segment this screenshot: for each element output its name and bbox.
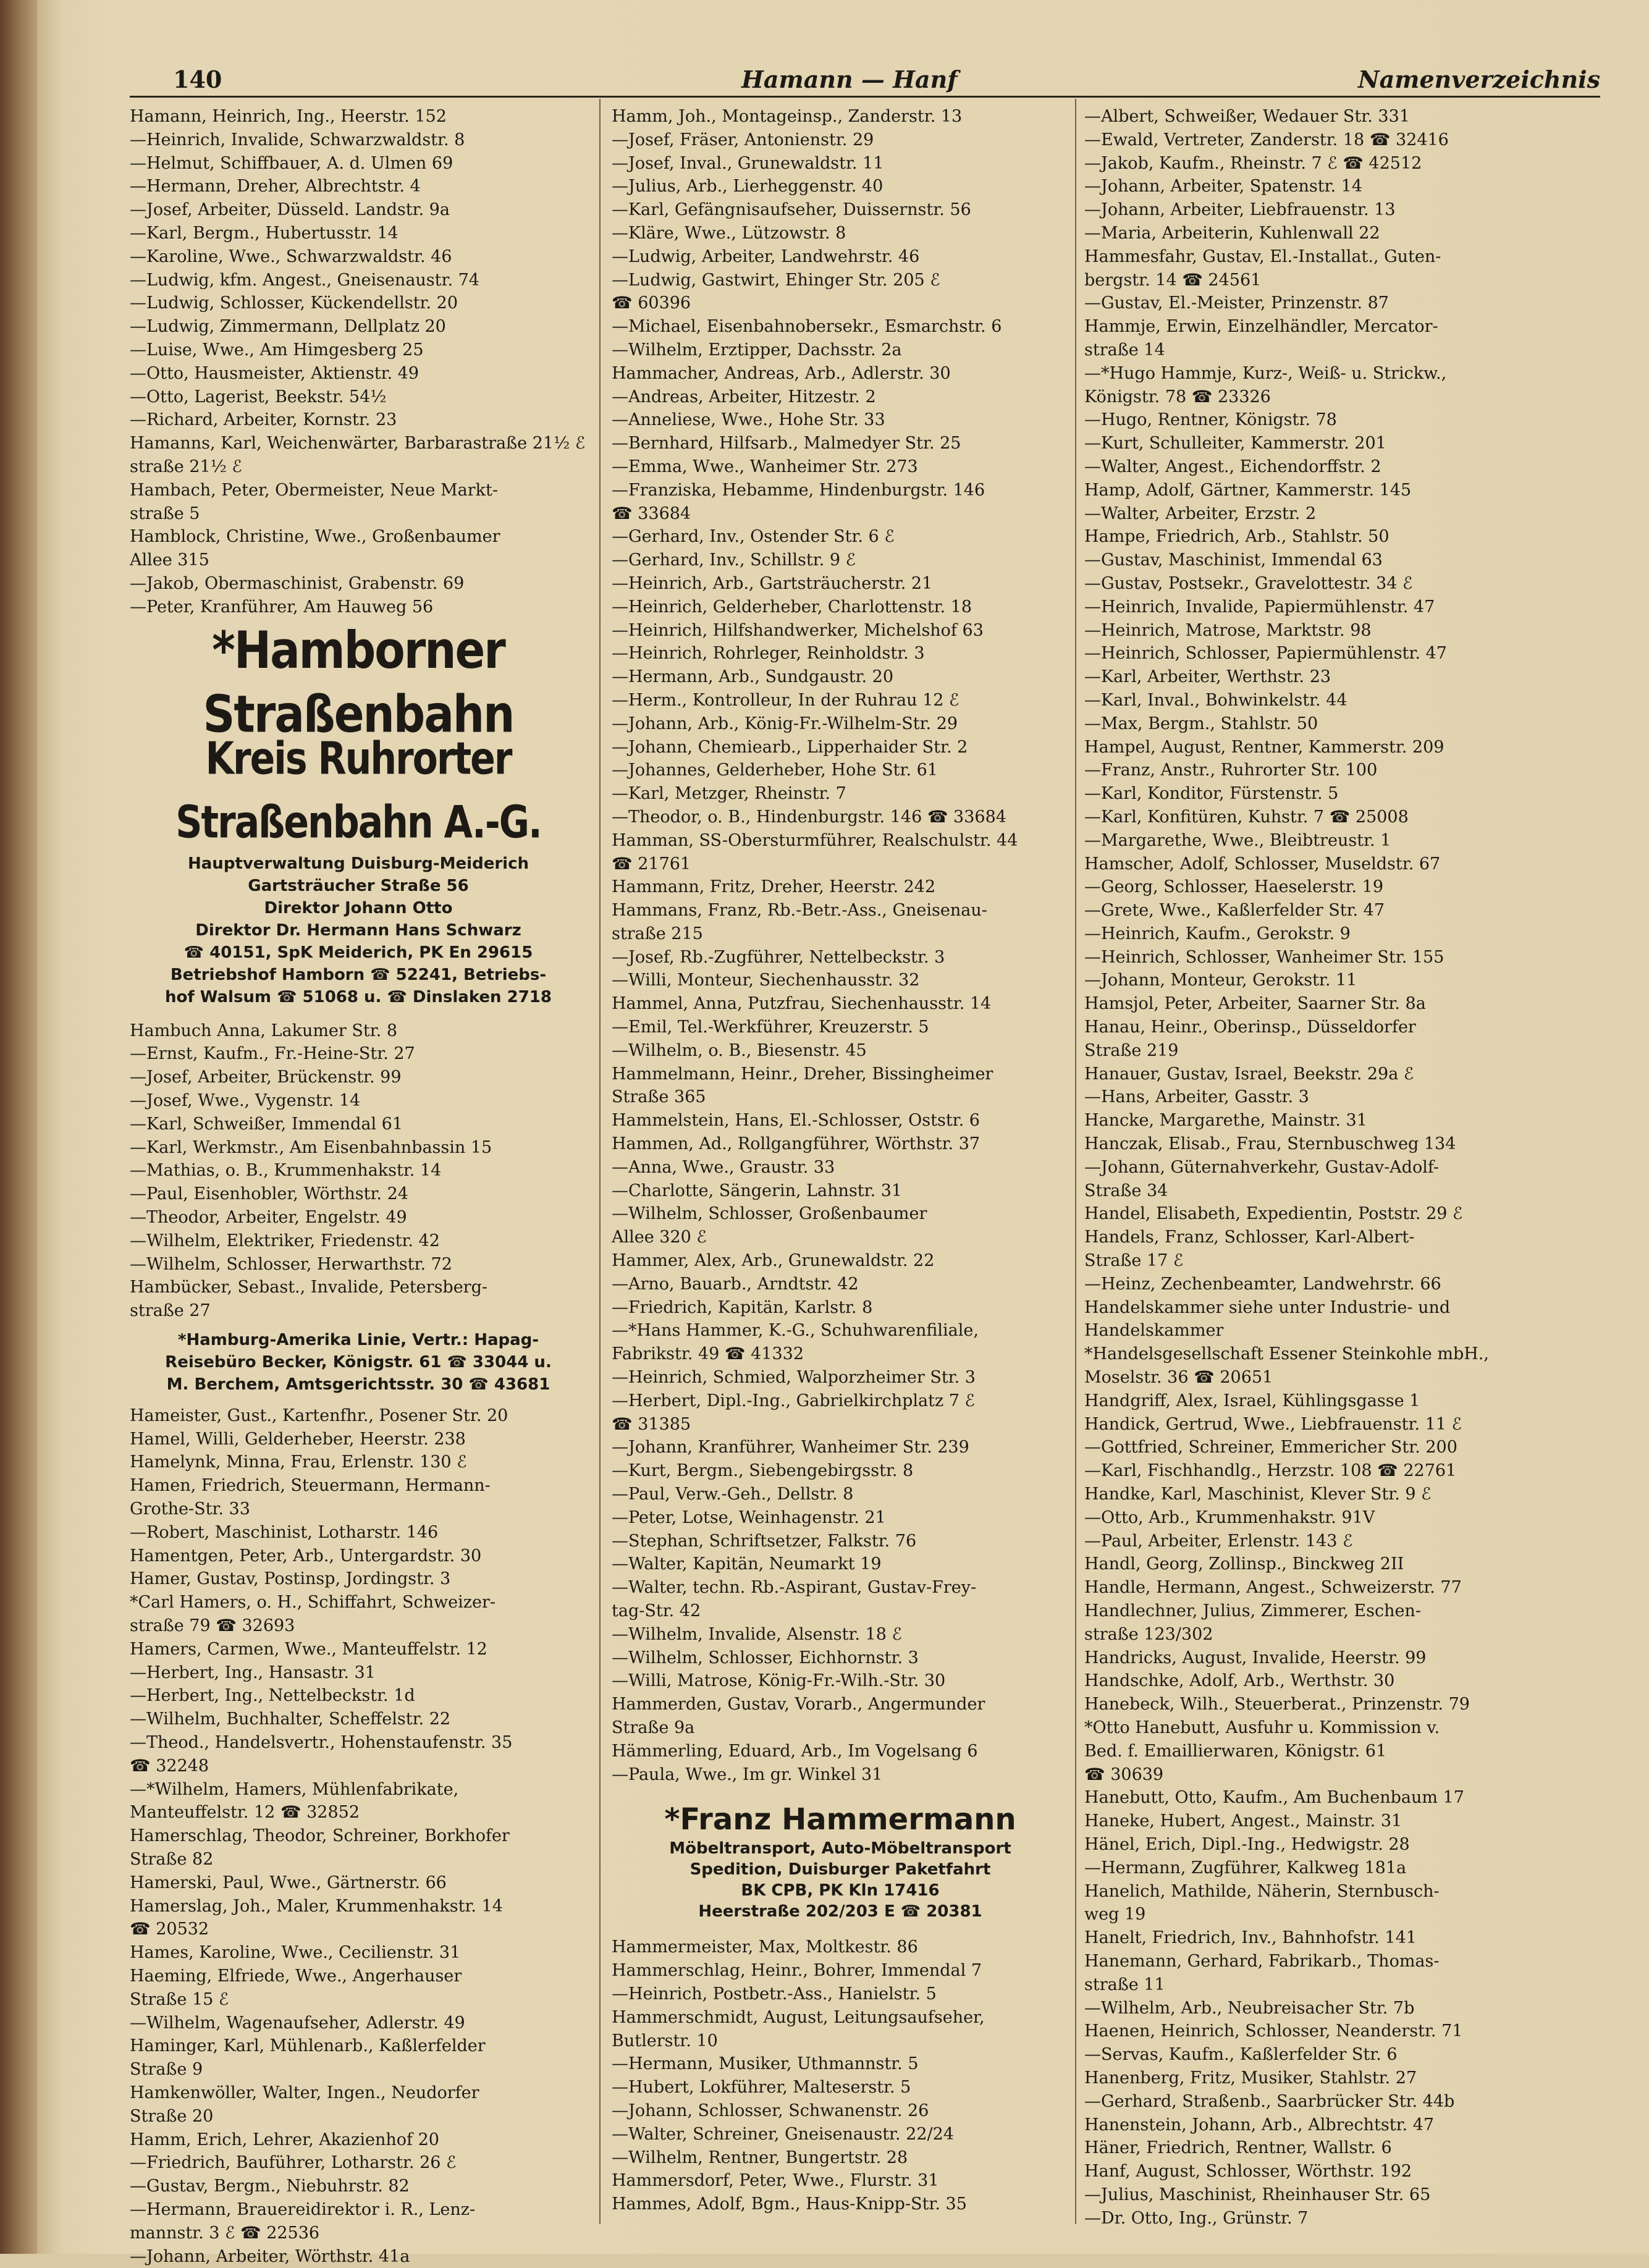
entry-list xyxy=(612,105,1069,1786)
directory-entry: Hammersdorf, Peter, Wwe., Flurstr. 31 xyxy=(612,2171,939,2191)
directory-entry: —Otto, Hausmeister, Aktienstr. 49 xyxy=(130,363,420,383)
directory-entry: Handricks, August, Invalide, Heerstr. 99 xyxy=(1084,1648,1427,1667)
directory-entry: —Kläre, Wwe., Lützowstr. 8 xyxy=(612,223,846,243)
directory-entry: —*Hugo Hammje, Kurz-, Weiß- u. Strickw., xyxy=(1084,363,1447,383)
directory-entry: Manteuffelstr. 12 ☎ 32852 xyxy=(130,1803,360,1823)
directory-entry: Straße 17 ℰ xyxy=(1084,1251,1184,1271)
directory-entry: —Gerhard, Inv., Schillstr. 9 ℰ xyxy=(612,550,856,570)
directory-entry: —Josef, Inval., Grunewaldstr. 11 xyxy=(612,153,884,173)
directory-entry: —Willi, Monteur, Siechenhausstr. 32 xyxy=(612,971,920,990)
entry-list xyxy=(1084,105,1600,2230)
directory-entry: Straße 20 xyxy=(130,2106,214,2126)
directory-entry: —Heinrich, Invalide, Papiermühlenstr. 47 xyxy=(1084,597,1435,617)
directory-entry: Hamel, Willi, Gelderheber, Heerstr. 238 xyxy=(130,1429,466,1449)
directory-entry: —Karl, Schweißer, Immendal 61 xyxy=(130,1114,403,1134)
directory-entry: —Helmut, Schiffbauer, A. d. Ulmen 69 xyxy=(130,153,453,173)
directory-entry: Straße 9 xyxy=(130,2060,203,2080)
entry-list xyxy=(130,105,587,619)
directory-entry: Hamm, Erich, Lehrer, Akazienhof 20 xyxy=(130,2130,439,2149)
directory-entry: —Wilhelm, o. B., Biesenstr. 45 xyxy=(612,1040,867,1060)
directory-entry: —Josef, Rb.-Zugführer, Nettelbeckstr. 3 xyxy=(612,947,945,967)
directory-entry: Hanczak, Elisab., Frau, Sternbuschweg 134 xyxy=(1084,1134,1456,1154)
directory-entry: straße 27 xyxy=(130,1301,211,1321)
column-3 xyxy=(1084,105,1600,2230)
directory-entry: —Gustav, El.-Meister, Prinzenstr. 87 xyxy=(1084,293,1389,313)
directory-entry: Hamentgen, Peter, Arb., Untergardstr. 30 xyxy=(130,1546,482,1566)
directory-entry: —Gustav, Bergm., Niebuhrstr. 82 xyxy=(130,2177,410,2196)
directory-entry: Hammelstein, Hans, El.-Schlosser, Oststr. 6 xyxy=(612,1111,980,1131)
ad-line: Spedition, Duisburger Paketfahrt xyxy=(690,1860,991,1879)
directory-entry: —Anna, Wwe., Graustr. 33 xyxy=(612,1157,835,1177)
directory-entry: —Gerhard, Straßenb., Saarbrücker Str. 44b xyxy=(1084,2091,1455,2111)
directory-entry: —Mathias, o. B., Krummenhakstr. 14 xyxy=(130,1161,442,1181)
directory-entry: —Walter, Arbeiter, Erzstr. 2 xyxy=(1084,504,1317,523)
directory-entry: —Hans, Arbeiter, Gasstr. 3 xyxy=(1084,1087,1309,1107)
directory-entry: —Walter, Kapitän, Neumarkt 19 xyxy=(612,1554,882,1574)
directory-entry: —Heinrich, Kaufm., Gerokstr. 9 xyxy=(1084,924,1351,943)
directory-entry: —Emil, Tel.-Werkführer, Kreuzerstr. 5 xyxy=(612,1018,929,1037)
ad-line: BK CPB, PK Kln 17416 xyxy=(741,1881,940,1900)
directory-entry: —Theodor, Arbeiter, Engelstr. 49 xyxy=(130,1207,407,1227)
directory-entry: —Heinrich, Hilfshandwerker, Michelshof 63 xyxy=(612,620,984,640)
ad-line: Direktor Dr. Hermann Hans Schwarz xyxy=(195,921,521,940)
directory-entry: Handlechner, Julius, Zimmerer, Eschen- xyxy=(1084,1601,1421,1621)
directory-entry: Hammerden, Gustav, Vorarb., Angermunder xyxy=(612,1695,985,1714)
directory-entry: —Wilhelm, Schlosser, Großenbaumer xyxy=(612,1204,927,1224)
directory-entry: Moselstr. 36 ☎ 20651 xyxy=(1084,1368,1273,1388)
directory-entry: —Heinrich, Matrose, Marktstr. 98 xyxy=(1084,620,1372,640)
directory-entry: Handick, Gertrud, Wwe., Liebfrauenstr. 11 ℰ xyxy=(1084,1414,1462,1434)
directory-entry: Hambach, Peter, Obermeister, Neue Markt- xyxy=(130,480,499,500)
directory-entry: Grothe-Str. 33 xyxy=(130,1499,250,1519)
directory-entry: —Albert, Schweißer, Wedauer Str. 331 xyxy=(1084,107,1410,126)
directory-entry: Hanauer, Gustav, Israel, Beekstr. 29a ℰ xyxy=(1084,1064,1414,1084)
directory-entry: —Ludwig, Schlosser, Kückendellstr. 20 xyxy=(130,293,458,313)
column-2 xyxy=(612,105,1069,2230)
directory-entry: Hammes, Adolf, Bgm., Haus-Knipp-Str. 35 xyxy=(612,2194,967,2214)
directory-entry: —Max, Bergm., Stahlstr. 50 xyxy=(1084,714,1318,733)
directory-entry: Allee 315 xyxy=(130,550,209,570)
directory-entry: —*Wilhelm, Hamers, Mühlenfabrikate, xyxy=(130,1779,459,1799)
directory-entry: Hänel, Erich, Dipl.-Ing., Hedwigstr. 28 xyxy=(1084,1834,1410,1854)
directory-entry: Hanebeck, Wilh., Steuerberat., Prinzenstr. 79 xyxy=(1084,1695,1470,1714)
directory-entry: —Ludwig, Zimmermann, Dellplatz 20 xyxy=(130,317,446,337)
directory-entry: Hammer, Alex, Arb., Grunewaldstr. 22 xyxy=(612,1251,935,1271)
directory-entry: —Franz, Anstr., Ruhrorter Str. 100 xyxy=(1084,761,1378,780)
directory-entry: Hanebutt, Otto, Kaufm., Am Buchenbaum 17 xyxy=(1084,1788,1464,1808)
directory-entry: —Heinz, Zechenbeamter, Landwehrstr. 66 xyxy=(1084,1274,1441,1294)
directory-entry: —Wilhelm, Elektriker, Friedenstr. 42 xyxy=(130,1231,440,1250)
directory-entry: —Bernhard, Hilfsarb., Malmedyer Str. 25 xyxy=(612,434,961,453)
directory-entry: —Gustav, Postsekr., Gravelottestr. 34 ℰ xyxy=(1084,573,1413,593)
directory-entry: Hampe, Friedrich, Arb., Stahlstr. 50 xyxy=(1084,527,1390,547)
directory-entry: Hammans, Franz, Rb.-Betr.-Ass., Gneisenau- xyxy=(612,901,987,921)
directory-entry: Hammacher, Andreas, Arb., Adlerstr. 30 xyxy=(612,363,951,383)
directory-entry: —Andreas, Arbeiter, Hitzestr. 2 xyxy=(612,387,876,407)
directory-entry: —Anneliese, Wwe., Hohe Str. 33 xyxy=(612,410,885,430)
ad-headline: *Hamborner Straßenbahn xyxy=(203,620,514,744)
directory-entry: Handelskammer xyxy=(1084,1321,1224,1341)
ad-line: Direktor Johann Otto xyxy=(264,898,453,917)
directory-entry: —Georg, Schlosser, Haeselerstr. 19 xyxy=(1084,877,1383,897)
directory-entry: Hamerski, Paul, Wwe., Gärtnerstr. 66 xyxy=(130,1873,447,1892)
directory-entry: —Hermann, Brauereidirektor i. R., Lenz- xyxy=(130,2199,476,2219)
directory-entry: Handschke, Adolf, Arb., Werthstr. 30 xyxy=(1084,1671,1395,1691)
directory-entry: —Karl, Fischhandlg., Herzstr. 108 ☎ 22761 xyxy=(1084,1461,1457,1481)
directory-entry: —Hermann, Musiker, Uthmannstr. 5 xyxy=(612,2054,919,2074)
directory-entry: —Karl, Gefängnisaufseher, Duissernstr. 56 xyxy=(612,200,971,220)
directory-entry: —Michael, Eisenbahnobersekr., Esmarchstr. 6 xyxy=(612,317,1002,337)
directory-entry: —Herbert, Ing., Hansastr. 31 xyxy=(130,1663,376,1682)
directory-entry: Hammje, Erwin, Einzelhändler, Mercator- xyxy=(1084,317,1438,337)
directory-entry: Hamanns, Karl, Weichenwärter, Barbarastraße 21½ ℰ xyxy=(130,434,586,453)
directory-entry: —Karoline, Wwe., Schwarzwaldstr. 46 xyxy=(130,247,452,266)
directory-entry: —Richard, Arbeiter, Kornstr. 23 xyxy=(130,410,397,430)
directory-entry: Fabrikstr. 49 ☎ 41332 xyxy=(612,1344,804,1364)
directory-entry: —*Hans Hammer, K.-G., Schuhwarenfiliale, xyxy=(612,1321,979,1341)
directory-entry: —Theod., Handelsvertr., Hohenstaufenstr. 35 xyxy=(130,1733,513,1753)
directory-entry: —Johann, Monteur, Gerokstr. 11 xyxy=(1084,971,1357,990)
directory-entry: ☎ 30639 xyxy=(1084,1764,1164,1784)
directory-entry: —Servas, Kaufm., Kaßlerfelder Str. 6 xyxy=(1084,2045,1398,2065)
directory-entry: —Wilhelm, Schlosser, Herwarthstr. 72 xyxy=(130,1254,452,1274)
directory-entry: —Heinrich, Schmied, Walporzheimer Str. 3 xyxy=(612,1368,976,1388)
ad-headline: *Franz Hammermann xyxy=(664,1802,1016,1837)
directory-entry: —Paul, Verw.-Geh., Dellstr. 8 xyxy=(612,1485,854,1504)
directory-entry: —Josef, Arbeiter, Brückenstr. 99 xyxy=(130,1068,402,1087)
directory-entry: Handgriff, Alex, Israel, Kühlingsgasse 1 xyxy=(1084,1391,1420,1410)
directory-entry: —Johannes, Gelderheber, Hohe Str. 61 xyxy=(612,761,938,780)
directory-entry: —Paula, Wwe., Im gr. Winkel 31 xyxy=(612,1764,883,1784)
column-1 xyxy=(130,105,587,2266)
ad-line: *Hamburg-Amerika Linie, Vertr.: Hapag- xyxy=(177,1330,539,1349)
directory-entry: —Grete, Wwe., Kaßlerfelder Str. 47 xyxy=(1084,901,1385,921)
ad-line: Reisebüro Becker, Königstr. 61 ☎ 33044 u. xyxy=(165,1352,552,1372)
directory-entry: —Heinrich, Rohrleger, Reinholdstr. 3 xyxy=(612,644,925,664)
directory-entry: —Dr. Otto, Ing., Grünstr. 7 xyxy=(1084,2208,1309,2228)
column-divider xyxy=(599,99,601,2224)
ad-line: hof Walsum ☎ 51068 u. ☎ Dinslaken 2718 xyxy=(165,987,552,1006)
directory-entry: —Ludwig, Gastwirt, Ehinger Str. 205 ℰ xyxy=(612,270,940,290)
directory-entry: —Josef, Fräser, Antonienstr. 29 xyxy=(612,130,874,150)
directory-entry: Hämmerling, Eduard, Arb., Im Vogelsang 6 xyxy=(612,1741,978,1761)
directory-entry: —Arno, Bauarb., Arndtstr. 42 xyxy=(612,1274,859,1294)
directory-entry: —Heinrich, Gelderheber, Charlottenstr. 18 xyxy=(612,597,972,617)
directory-entry: —Johann, Arbeiter, Liebfrauenstr. 13 xyxy=(1084,200,1396,220)
directory-entry: Hamm, Joh., Montageinsp., Zanderstr. 13 xyxy=(612,107,963,126)
directory-entry: —Jakob, Kaufm., Rheinstr. 7 ℰ ☎ 42512 xyxy=(1084,153,1422,173)
directory-entry: straße 11 xyxy=(1084,1975,1165,1994)
directory-entry: Hamers, Carmen, Wwe., Manteuffelstr. 12 xyxy=(130,1639,487,1659)
directory-entry: —Gustav, Maschinist, Immendal 63 xyxy=(1084,550,1383,570)
directory-entry: —Johann, Güternahverkehr, Gustav-Adolf- xyxy=(1084,1157,1440,1177)
directory-entry: Hammerschmidt, August, Leitungsaufseher, xyxy=(612,2007,985,2027)
directory-entry: —Friedrich, Bauführer, Lotharstr. 26 ℰ xyxy=(130,2153,457,2173)
directory-entry: ☎ 20532 xyxy=(130,1920,209,1939)
directory-entry: —Hugo, Rentner, Königstr. 78 xyxy=(1084,410,1337,430)
directory-entry: ☎ 21761 xyxy=(612,854,691,874)
directory-entry: —Margarethe, Wwe., Bleibtreustr. 1 xyxy=(1084,830,1391,850)
directory-entry: —Paul, Eisenhobler, Wörthstr. 24 xyxy=(130,1184,408,1204)
directory-entry: —Charlotte, Sängerin, Lahnstr. 31 xyxy=(612,1181,903,1200)
entry-list xyxy=(130,1019,587,1323)
directory-entry: Hammen, Ad., Rollgangführer, Wörthstr. 37 xyxy=(612,1134,981,1154)
directory-entry: Hames, Karoline, Wwe., Cecilienstr. 31 xyxy=(130,1943,461,1963)
directory-entry: Hammermeister, Max, Moltkestr. 86 xyxy=(612,1937,918,1957)
directory-entry: Hamp, Adolf, Gärtner, Kammerstr. 145 xyxy=(1084,480,1412,500)
directory-entry: —Paul, Arbeiter, Erlenstr. 143 ℰ xyxy=(1084,1531,1353,1551)
hamborner-strassenbahn-ad xyxy=(130,620,587,1008)
page-number: 140 xyxy=(173,65,222,93)
ad-line: Möbeltransport, Auto-Möbeltransport xyxy=(669,1839,1011,1858)
directory-entry: Hanemann, Gerhard, Fabrikarb., Thomas- xyxy=(1084,1951,1440,1971)
directory-entry: —Karl, Werkmstr., Am Eisenbahnbassin 15 xyxy=(130,1137,492,1157)
directory-entry: Hamblock, Christine, Wwe., Großenbaumer xyxy=(130,527,500,547)
directory-entry: —Ludwig, kfm. Angest., Gneisenaustr. 74 xyxy=(130,270,479,290)
directory-entry: —Hermann, Arb., Sundgaustr. 20 xyxy=(612,667,894,687)
directory-entry: —Heinrich, Postbetr.-Ass., Hanielstr. 5 xyxy=(612,1984,937,2004)
column-divider xyxy=(1075,99,1076,2224)
ad-line: Gartsträucher Straße 56 xyxy=(248,876,469,895)
directory-entry: —Herbert, Ing., Nettelbeckstr. 1d xyxy=(130,1686,415,1706)
directory-entry: *Carl Hamers, o. H., Schiffahrt, Schweizer- xyxy=(130,1593,496,1612)
directory-entry: —Maria, Arbeiterin, Kuhlenwall 22 xyxy=(1084,223,1380,243)
directory-entry: Hammerschlag, Heinr., Bohrer, Immendal 7 xyxy=(612,1961,982,1981)
directory-entry: —Walter, Angest., Eichendorffstr. 2 xyxy=(1084,457,1381,476)
directory-entry: Straße 34 xyxy=(1084,1181,1168,1200)
directory-entry: Hammesfahr, Gustav, El.-Installat., Guten- xyxy=(1084,247,1441,266)
directory-entry: Hanau, Heinr., Oberinsp., Düsseldorfer xyxy=(1084,1018,1416,1037)
directory-entry: —Otto, Arb., Krummenhakstr. 91V xyxy=(1084,1507,1375,1527)
directory-entry: Hammann, Fritz, Dreher, Heerstr. 242 xyxy=(612,877,936,897)
directory-entry: —Heinrich, Arb., Gartsträucherstr. 21 xyxy=(612,573,933,593)
directory-entry: —Karl, Inval., Bohwinkelstr. 44 xyxy=(1084,690,1347,710)
directory-entry: Hamman, SS-Obersturmführer, Realschulstr. 44 xyxy=(612,830,1018,850)
page-title: Hamann — Hanf xyxy=(741,65,958,93)
directory-entry: Handel, Elisabeth, Expedientin, Poststr. 29 ℰ xyxy=(1084,1204,1463,1224)
directory-entry: straße 5 xyxy=(130,504,200,523)
directory-entry: *Handelsgesellschaft Essener Steinkohle mbH., xyxy=(1084,1344,1489,1364)
directory-entry: —Karl, Konditor, Fürstenstr. 5 xyxy=(1084,784,1339,804)
ad-line: Hauptverwaltung Duisburg-Meiderich xyxy=(188,854,529,873)
directory-entry: —Josef, Arbeiter, Düsseld. Landstr. 9a xyxy=(130,200,450,220)
directory-entry: —Johann, Arb., König-Fr.-Wilhelm-Str. 29 xyxy=(612,714,958,733)
directory-entry: —Emma, Wwe., Wanheimer Str. 273 xyxy=(612,457,918,476)
directory-entry: —Theodor, o. B., Hindenburgstr. 146 ☎ 33684 xyxy=(612,807,1006,827)
directory-entry: —Julius, Arb., Lierheggenstr. 40 xyxy=(612,177,884,196)
directory-entry: *Otto Hanebutt, Ausfuhr u. Kommission v. xyxy=(1084,1718,1440,1737)
directory-entry: Hameister, Gust., Kartenfhr., Posener Str. 20 xyxy=(130,1406,508,1425)
directory-entry: —Gottfried, Schreiner, Emmericher Str. 200 xyxy=(1084,1438,1457,1457)
directory-entry: —Josef, Wwe., Vygenstr. 14 xyxy=(130,1090,361,1110)
directory-entry: Hamer, Gustav, Postinsp, Jordingstr. 3 xyxy=(130,1569,451,1589)
directory-entry: Handels, Franz, Schlosser, Karl-Albert- xyxy=(1084,1228,1415,1247)
directory-entry: ☎ 31385 xyxy=(612,1414,691,1434)
directory-entry: Hambuch Anna, Lakumer Str. 8 xyxy=(130,1021,398,1040)
directory-entry: —Herbert, Dipl.-Ing., Gabrielkirchplatz 7 ℰ xyxy=(612,1391,975,1410)
directory-entry: Hanelt, Friedrich, Inv., Bahnhofstr. 141 xyxy=(1084,1928,1417,1948)
directory-entry: —Kurt, Bergm., Siebengebirgsstr. 8 xyxy=(612,1461,914,1481)
directory-entry: Hampel, August, Rentner, Kammerstr. 209 xyxy=(1084,737,1444,757)
directory-entry: —Heinrich, Schlosser, Papiermühlenstr. 47 xyxy=(1084,644,1447,664)
ad-line: ☎ 40151, SpK Meiderich, PK En 29615 xyxy=(183,943,533,962)
directory-entry: —Julius, Maschinist, Rheinhauser Str. 65 xyxy=(1084,2185,1431,2204)
directory-entry: —Wilhelm, Arb., Neubreisacher Str. 7b xyxy=(1084,1998,1415,2018)
directory-entry: —Franziska, Hebamme, Hindenburgstr. 146 xyxy=(612,480,985,500)
directory-entry: bergstr. 14 ☎ 24561 xyxy=(1084,270,1262,290)
directory-entry: Hancke, Margarethe, Mainstr. 31 xyxy=(1084,1111,1367,1131)
directory-entry: —Ludwig, Arbeiter, Landwehrstr. 46 xyxy=(612,247,920,266)
directory-entry: Handke, Karl, Maschinist, Klever Str. 9 ℰ xyxy=(1084,1485,1432,1504)
directory-entry: —Walter, techn. Rb.-Aspirant, Gustav-Frey- xyxy=(612,1578,977,1598)
directory-entry: mannstr. 3 ℰ ☎ 22536 xyxy=(130,2223,320,2243)
directory-entry: —Ewald, Vertreter, Zanderstr. 18 ☎ 32416 xyxy=(1084,130,1449,150)
directory-entry: Straße 82 xyxy=(130,1850,214,1870)
directory-entry: —Otto, Lagerist, Beekstr. 54½ xyxy=(130,387,387,407)
page-header xyxy=(93,65,1600,96)
directory-entry: ☎ 32248 xyxy=(130,1756,209,1776)
directory-entry: ☎ 60396 xyxy=(612,293,691,313)
directory-entry: Hamsjol, Peter, Arbeiter, Saarner Str. 8a xyxy=(1084,994,1426,1014)
directory-entry: —Walter, Schreiner, Gneisenaustr. 22/24 xyxy=(612,2124,954,2144)
directory-entry: —Karl, Bergm., Hubertusstr. 14 xyxy=(130,223,399,243)
directory-entry: Hamerschlag, Theodor, Schreiner, Borkhofer xyxy=(130,1826,510,1846)
directory-entry: Handle, Hermann, Angest., Schweizerstr. 77 xyxy=(1084,1578,1462,1598)
directory-entry: Straße 219 xyxy=(1084,1040,1179,1060)
directory-entry: Hamkenwöller, Walter, Ingen., Neudorfer xyxy=(130,2083,479,2102)
directory-entry: —Hermann, Dreher, Albrechtstr. 4 xyxy=(130,177,421,196)
directory-entry: straße 215 xyxy=(612,924,703,943)
directory-entry: Hambücker, Sebast., Invalide, Petersberg- xyxy=(130,1278,487,1297)
directory-entry: —Luise, Wwe., Am Himgesberg 25 xyxy=(130,340,424,360)
ad-headline: Kreis Ruhrorter Straßenbahn A.-G. xyxy=(175,732,541,849)
directory-entry: Butlerstr. 10 xyxy=(612,2031,718,2051)
directory-entry: —Jakob, Obermaschinist, Grabenstr. 69 xyxy=(130,573,465,593)
ad-line: Betriebshof Hamborn ☎ 52241, Betriebs- xyxy=(170,965,547,984)
directory-entry: —Peter, Lotse, Weinhagenstr. 21 xyxy=(612,1507,886,1527)
directory-entry: —Johann, Arbeiter, Wörthstr. 41a xyxy=(130,2246,410,2266)
directory-entry: straße 21½ ℰ xyxy=(130,457,242,476)
directory-entry: —Robert, Maschinist, Lotharstr. 146 xyxy=(130,1522,439,1542)
directory-entry: Hamscher, Adolf, Schlosser, Museldstr. 67 xyxy=(1084,854,1441,874)
directory-entry: —Johann, Chemiearb., Lipperhaider Str. 2 xyxy=(612,737,968,757)
directory-entry: —Wilhelm, Invalide, Alsenstr. 18 ℰ xyxy=(612,1624,902,1644)
directory-entry: Haneke, Hubert, Angest., Mainstr. 31 xyxy=(1084,1811,1402,1831)
directory-entry: ☎ 33684 xyxy=(612,504,691,523)
directory-entry: Hammel, Anna, Putzfrau, Siechenhausstr. 14 xyxy=(612,994,992,1014)
directory-entry: Handl, Georg, Zollinsp., Binckweg 2II xyxy=(1084,1554,1404,1574)
directory-entry: —Hermann, Zugführer, Kalkweg 181a xyxy=(1084,1858,1407,1878)
directory-entry: Königstr. 78 ☎ 23326 xyxy=(1084,387,1271,407)
directory-entry: Haenen, Heinrich, Schlosser, Neanderstr. 71 xyxy=(1084,2021,1463,2041)
directory-entry: Straße 9a xyxy=(612,1718,695,1737)
book-binding xyxy=(0,0,37,2254)
directory-entry: —Johann, Kranführer, Wanheimer Str. 239 xyxy=(612,1438,969,1457)
directory-entry: Hanenberg, Fritz, Musiker, Stahlstr. 27 xyxy=(1084,2068,1417,2088)
directory-entry: Hamen, Friedrich, Steuermann, Hermann- xyxy=(130,1476,491,1496)
directory-entry: Handelskammer siehe unter Industrie- und xyxy=(1084,1297,1451,1317)
hammermann-ad xyxy=(612,1801,1069,1922)
directory-entry: weg 19 xyxy=(1084,1905,1146,1924)
entry-list xyxy=(612,1936,1069,2216)
directory-entry: —Karl, Metzger, Rheinstr. 7 xyxy=(612,784,846,804)
directory-entry: straße 14 xyxy=(1084,340,1165,360)
directory-entry: Hanf, August, Schlosser, Wörthstr. 192 xyxy=(1084,2162,1412,2182)
directory-entry: —Heinrich, Invalide, Schwarzwaldstr. 8 xyxy=(130,130,465,150)
directory-entry: Haeming, Elfriede, Wwe., Angerhauser xyxy=(130,1967,462,1986)
ad-line: M. Berchem, Amtsgerichtsstr. 30 ☎ 43681 xyxy=(166,1375,550,1394)
directory-entry: —Wilhelm, Rentner, Bungertstr. 28 xyxy=(612,2148,908,2167)
directory-entry: straße 79 ☎ 32693 xyxy=(130,1616,295,1636)
directory-entry: tag-Str. 42 xyxy=(612,1601,701,1621)
directory-entry: —Gerhard, Inv., Ostender Str. 6 ℰ xyxy=(612,527,895,547)
directory-entry: Hamerslag, Joh., Maler, Krummenhakstr. 14 xyxy=(130,1896,503,1916)
directory-entry: Hamann, Heinrich, Ing., Heerstr. 152 xyxy=(130,107,447,126)
directory-entry: —Wilhelm, Schlosser, Eichhornstr. 3 xyxy=(612,1648,919,1667)
directory-entry: Bed. f. Emaillierwaren, Königstr. 61 xyxy=(1084,1741,1387,1761)
directory-entry: —Wilhelm, Wagenaufseher, Adlerstr. 49 xyxy=(130,2013,465,2033)
directory-entry: —Stephan, Schriftsetzer, Falkstr. 76 xyxy=(612,1531,917,1551)
directory-entry: Straße 365 xyxy=(612,1087,706,1107)
directory-entry: —Hubert, Lokführer, Malteserstr. 5 xyxy=(612,2078,911,2097)
directory-entry: Allee 320 ℰ xyxy=(612,1228,707,1247)
directory-entry: —Wilhelm, Buchhalter, Scheffelstr. 22 xyxy=(130,1709,451,1729)
directory-entry: Hamelynk, Minna, Frau, Erlenstr. 130 ℰ xyxy=(130,1452,467,1472)
ad-line: Heerstraße 202/203 E ☎ 20381 xyxy=(698,1902,982,1921)
directory-entry: —Willi, Matrose, König-Fr.-Wilh.-Str. 30 xyxy=(612,1671,946,1691)
directory-entry: Hammelmann, Heinr., Dreher, Bissingheimer xyxy=(612,1064,993,1084)
hamburg-amerika-ad xyxy=(130,1329,587,1396)
directory-entry: —Friedrich, Kapitän, Karlstr. 8 xyxy=(612,1297,873,1317)
directory-entry: —Kurt, Schulleiter, Kammerstr. 201 xyxy=(1084,434,1386,453)
directory-entry: Straße 15 ℰ xyxy=(130,1989,229,2009)
directory-entry: Hanelich, Mathilde, Näherin, Sternbusch- xyxy=(1084,1881,1440,1901)
entry-list xyxy=(130,1404,587,2268)
directory-entry: —Johann, Schlosser, Schwanenstr. 26 xyxy=(612,2101,929,2120)
directory-entry: —Karl, Arbeiter, Werthstr. 23 xyxy=(1084,667,1331,687)
directory-entry: Haminger, Karl, Mühlenarb., Kaßlerfelder xyxy=(130,2036,486,2056)
directory-entry: Hanenstein, Johann, Arb., Albrechtstr. 47 xyxy=(1084,2115,1435,2135)
directory-entry: —Heinrich, Schlosser, Wanheimer Str. 155 xyxy=(1084,947,1444,967)
directory-entry: —Herm., Kontrolleur, In der Ruhrau 12 ℰ xyxy=(612,690,959,710)
directory-entry: —Peter, Kranführer, Am Hauweg 56 xyxy=(130,597,434,617)
directory-entry: —Johann, Arbeiter, Spatenstr. 14 xyxy=(1084,177,1363,196)
directory-entry: Häner, Friedrich, Rentner, Wallstr. 6 xyxy=(1084,2138,1392,2158)
directory-entry: —Ernst, Kaufm., Fr.-Heine-Str. 27 xyxy=(130,1044,415,1064)
directory-entry: —Wilhelm, Erztipper, Dachsstr. 2a xyxy=(612,340,902,360)
section-title: Namenverzeichnis xyxy=(1357,65,1600,93)
directory-entry: straße 123/302 xyxy=(1084,1624,1213,1644)
header-rule xyxy=(130,96,1600,98)
directory-entry: —Karl, Konfitüren, Kuhstr. 7 ☎ 25008 xyxy=(1084,807,1409,827)
